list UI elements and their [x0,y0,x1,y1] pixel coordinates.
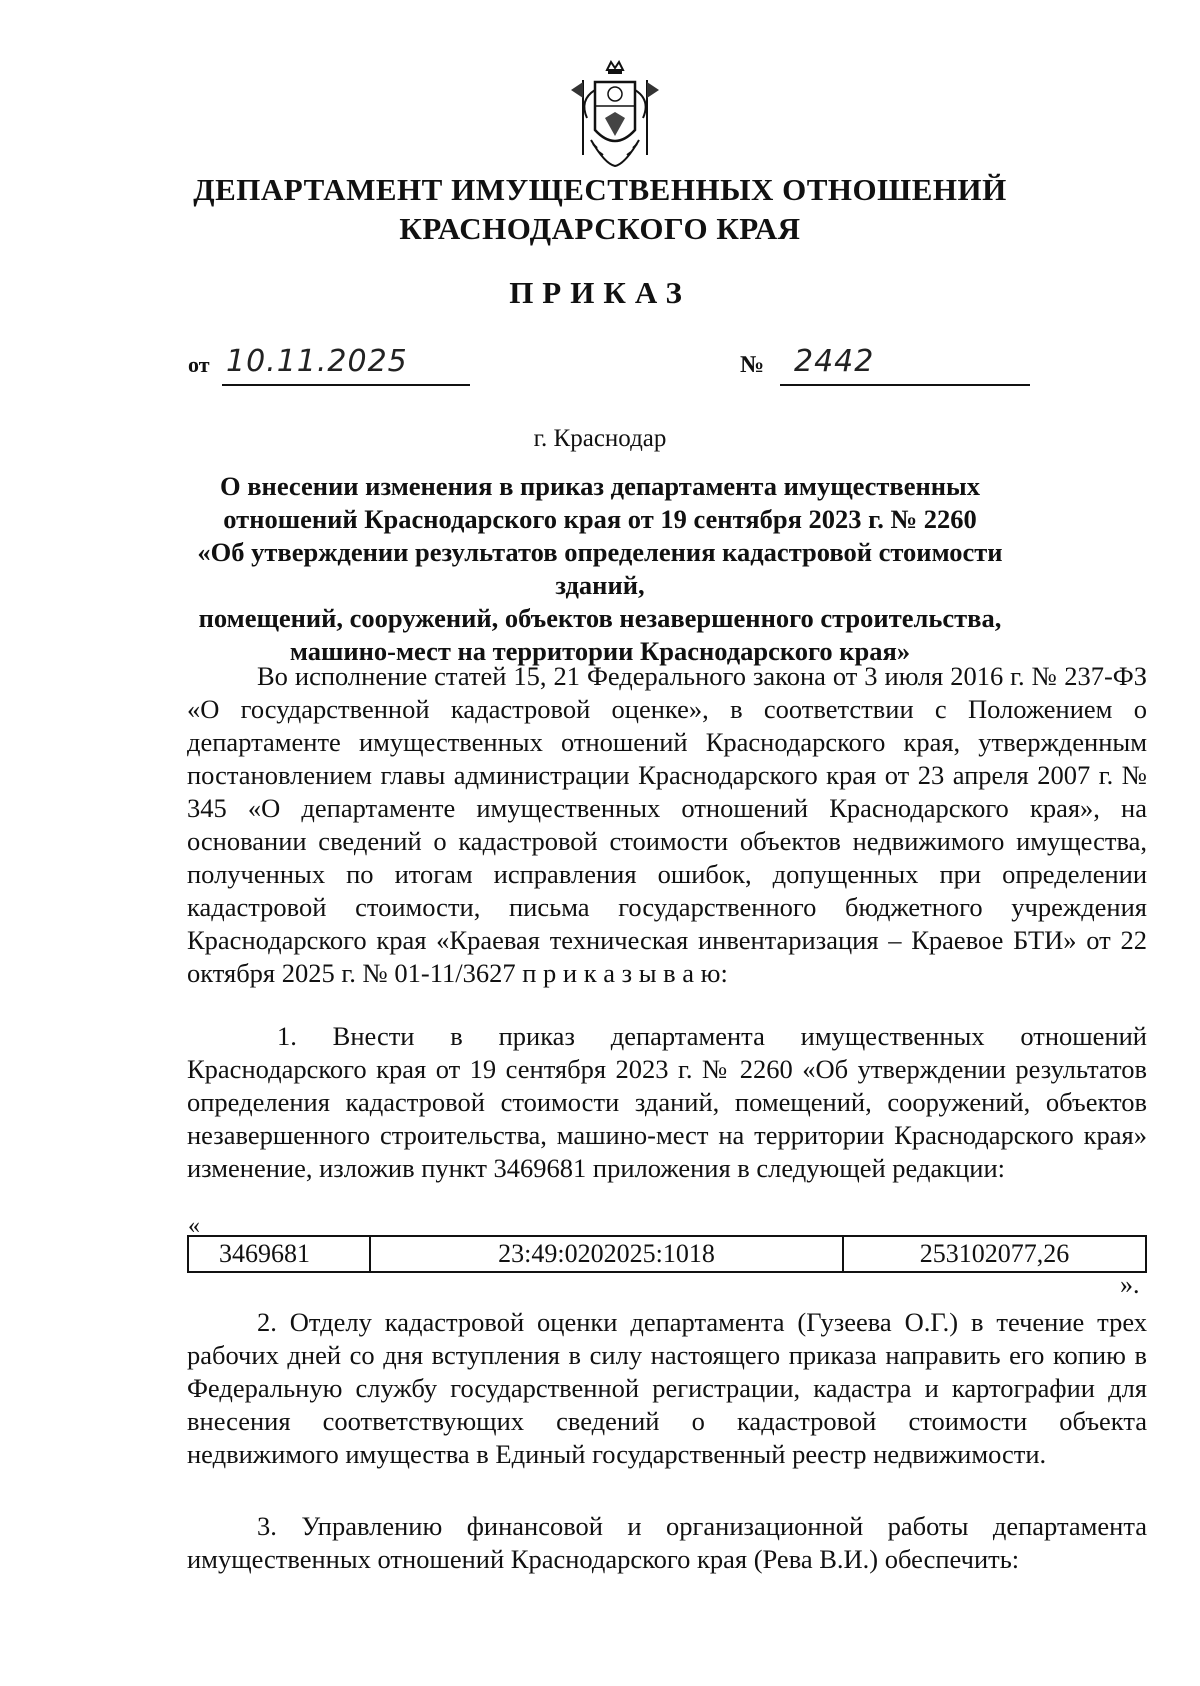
number-label: № [740,352,765,378]
subject-line: отношений Краснодарского края от 19 сентября 2023 г. № 2260 [223,504,977,534]
subject-line: машино-мест на территории Краснодарского края» [289,636,911,666]
subject-line: О внесении изменения в приказ департамента имущественных [220,471,980,501]
item-2-paragraph: 2. Отделу кадастровой оценки департамента (Гузеева О.Г.) в течение трех рабочих дней со дня вступления в силу настоящего приказа направить его копию в Федеральную службу государственной регистрации, кадастра и картографии для внесения соответствующих сведений о кадастровой стоимости объекта недвижимого имущества в Единый государственный реестр недвижимости. [187,1307,1147,1469]
quote-open: « [188,1213,200,1239]
document-subject [170,470,1030,668]
number-field [780,344,1030,386]
document-type: ПРИКАЗ [509,275,691,310]
date-value: 10.11.2025 [226,344,408,379]
item-3-paragraph: 3. Управлению финансовой и организационной работы департамента имущественных отношений Краснодарского края (Рева В.И.) обеспечить: [187,1511,1147,1574]
table-row [188,1236,1146,1272]
subject-line: помещений, сооружений, объектов незавершенного строительства, [198,603,1002,633]
preamble-text: Во исполнение статей 15, 21 Федерального закона от 3 июля 2016 г. № 237-ФЗ «О государственной кадастровой оценке», в соответствии с Положением о департаменте имущественных отношений Краснодарского края, утвержденным постановлением главы администрации Краснодарского края от 23 апреля 2007 г. № 345 «О департаменте имущественных отношений Краснодарского края», на основании сведений о кадастровой стоимости объектов недвижимого имущества, полученных по итогам исправления ошибок, допущенных при определении кадастровой стоимости, письма государственного бюджетного учреждения Краснодарского края «Краевая техническая инвентаризация – Краевое БТИ» от 22 октября 2025 г. № 01-11/3627 п р и к а з ы в а ю: [187,661,1147,988]
coat-of-arms-icon [565,60,665,175]
date-field [222,344,470,386]
date-label: от [188,352,210,377]
department-name-line2: КРАСНОДАРСКОГО КРАЯ [399,211,801,246]
city: г. Краснодар [533,425,667,452]
item-1-paragraph: 1. Внести в приказ департамента имущественных отношений Краснодарского края от 19 сентября 2023 г. № 2260 «Об утверждении результатов определения кадастровой стоимости зданий, помещений, сооружений, объектов незавершенного строительства, машино-мест на территории Краснодарского края» изменение, изложив пункт 3469681 приложения в следующей редакции: [187,1021,1147,1183]
cadastral-table [187,1235,1147,1273]
item-number-cell: 3469681 [188,1236,370,1272]
quote-close: ». [1120,1270,1140,1299]
subject-line: «Об утверждении результатов определения кадастровой стоимости зданий, [197,537,1003,600]
cadastral-value-cell: 253102077,26 [843,1236,1146,1272]
department-name-line1: ДЕПАРТАМЕНТ ИМУЩЕСТВЕННЫХ ОТНОШЕНИЙ [193,172,1007,207]
preamble-paragraph [187,660,1147,990]
number-value: 2442 [794,344,875,379]
cadastral-number-cell: 23:49:0202025:1018 [370,1236,843,1272]
